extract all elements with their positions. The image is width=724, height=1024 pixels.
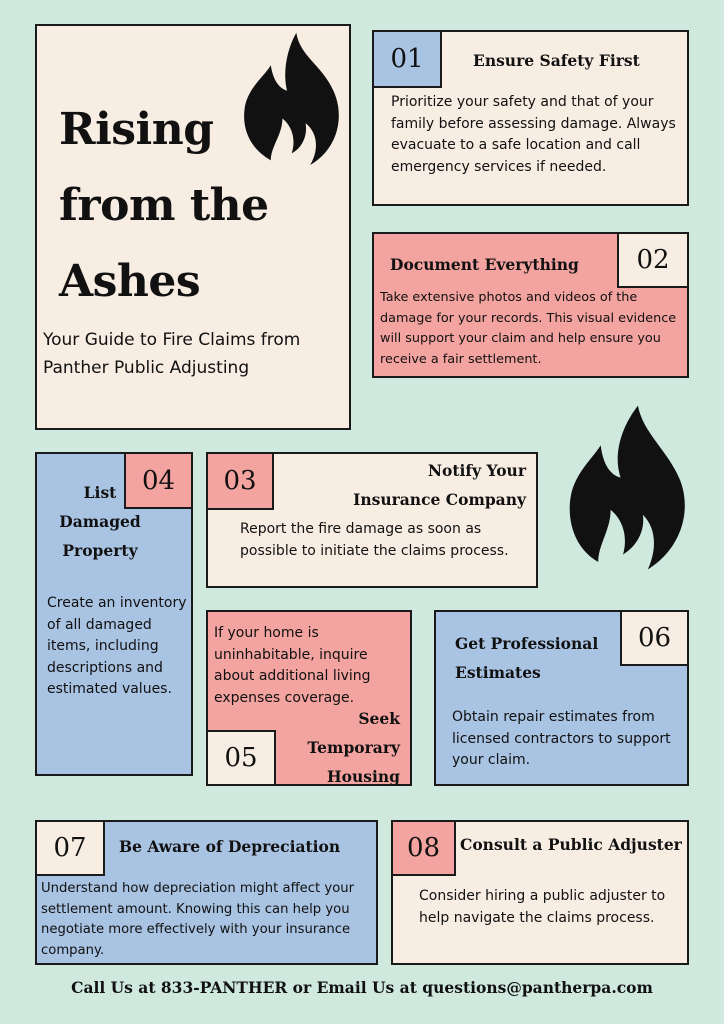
step-08-title: Consult a Public Adjuster [460,835,682,854]
step-01-title: Ensure Safety First [473,51,640,70]
step-04-title: List Damaged Property [59,483,141,560]
step-07-text: Understand how depreciation might affect your settlement amount. Knowing this can help you negotiate more effectively with your insurance company. [41,881,355,958]
flame-icon [236,30,352,170]
step-01-number: 01 [372,30,442,88]
step-03-title: Notify Your Insurance Company [353,461,526,509]
step-08-number: 08 [391,820,456,876]
flame-icon [566,400,690,580]
step-06-title: Get Professional Estimates [455,634,599,682]
step-06-number: 06 [620,610,689,666]
step-04-text: Create an inventory of all damaged items, including descriptions and estimated values. [47,595,187,697]
page-subtitle: Your Guide to Fire Claims from Panther Public Adjusting [43,330,301,378]
step-01-text: Prioritize your safety and that of your family before assessing damage. Always evacuate to a safe location and call emergency services if needed. [391,94,676,175]
step-06-text: Obtain repair estimates from licensed contractors to support your claim. [452,709,671,768]
step-05-text: If your home is uninhabitable, inquire about additional living expenses coverage. [214,625,371,706]
step-07-title: Be Aware of Depreciation [119,837,341,856]
step-05-number: 05 [206,730,276,786]
step-07-number: 07 [35,820,105,876]
step-03-text: Report the fire damage as soon as possible to initiate the claims process. [240,521,509,559]
page-title: Rising from the Ashes [59,104,269,307]
footer-contact: Call Us at 833-PANTHER or Email Us at questions@pantherpa.com [71,978,653,997]
step-05-title: Seek Temporary Housing [307,709,400,786]
step-04-number: 04 [124,452,193,509]
step-02-number: 02 [617,232,689,288]
step-02-text: Take extensive photos and videos of the damage for your records. This visual evidence will support your claim and help ensure you receive a fair settlement. [380,290,677,367]
step-02-title: Document Everything [390,255,579,274]
step-08-text: Consider hiring a public adjuster to help navigate the claims process. [419,888,666,926]
step-03-number: 03 [206,452,274,510]
